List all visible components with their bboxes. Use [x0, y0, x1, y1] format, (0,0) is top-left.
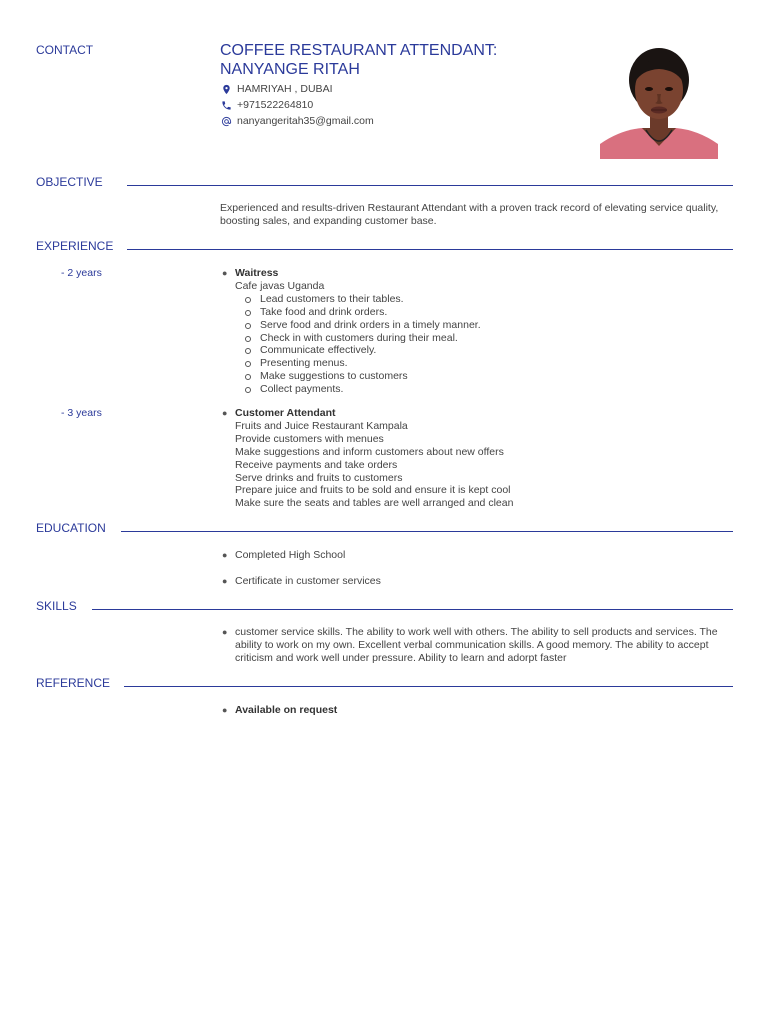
at-sign-icon: [220, 115, 232, 127]
job-role: Customer Attendant: [235, 407, 336, 419]
job-line: Receive payments and take orders: [235, 458, 398, 471]
job-role: Waitress: [235, 267, 279, 279]
section-education: [36, 521, 733, 535]
contact-address: [220, 81, 590, 97]
profile-photo: [600, 46, 718, 159]
education-item: [222, 575, 732, 588]
resume-title: [220, 41, 590, 79]
contact-phone: [220, 97, 590, 113]
education-text: Certificate in customer services: [235, 575, 381, 587]
bullet: ●: [222, 408, 228, 418]
duty-item: Lead customers to their tables.: [260, 293, 732, 306]
experience-entry: [222, 267, 732, 396]
contact-label: CONTACT: [36, 43, 94, 57]
job-employer: Cafe javas Uganda: [235, 279, 325, 292]
job-line: Make suggestions and inform customers about new offers: [235, 445, 504, 458]
contact-email: [220, 113, 590, 129]
duty-item: Check in with customers during their meal.: [260, 332, 732, 345]
skills-item: [222, 626, 722, 665]
experience-period: - 3 years: [61, 407, 102, 419]
section-reference: [36, 676, 733, 690]
experience-entry: [222, 407, 732, 510]
section-divider: [127, 249, 733, 250]
title-line-2: NANYANGE RITAH: [220, 61, 360, 78]
bullet: ●: [222, 268, 228, 278]
section-divider: [124, 686, 733, 687]
job-line: Make sure the seats and tables are well arranged and clean: [235, 497, 514, 510]
phone-icon: [220, 99, 232, 111]
section-divider: [127, 185, 733, 186]
job-duties: [222, 293, 732, 396]
address-text: HAMRIYAH , DUBAI: [237, 83, 333, 95]
skills-text: customer service skills. The ability to work well with others. The ability to sell products and services. The ability to work on my own. Excellent verbal communication skills. A good memory. The ability to accept criticism and work well under pressure. Ability to learn and adorpt faster: [235, 626, 718, 664]
job-line: Serve drinks and fruits to customers: [235, 471, 403, 484]
duty-item: Take food and drink orders.: [260, 306, 732, 319]
section-divider: [92, 609, 733, 610]
duty-item: Communicate effectively.: [260, 344, 732, 357]
section-objective-label: OBJECTIVE: [36, 175, 103, 189]
duty-item: Serve food and drink orders in a timely manner.: [260, 319, 732, 332]
education-text: Completed High School: [235, 549, 346, 561]
section-experience-label: EXPERIENCE: [36, 239, 114, 253]
reference-item: [222, 704, 732, 717]
title-line-1: COFFEE RESTAURANT ATTENDANT:: [220, 42, 498, 59]
bullet: ●: [222, 576, 228, 586]
duty-item: Collect payments.: [260, 383, 732, 396]
reference-text: Available on request: [235, 704, 338, 716]
section-skills: [36, 599, 733, 613]
section-education-label: EDUCATION: [36, 521, 106, 535]
map-pin-icon: [220, 83, 232, 95]
job-line: Prepare juice and fruits to be sold and ensure it is kept cool: [235, 484, 511, 497]
education-item: [222, 549, 732, 562]
section-divider: [121, 531, 733, 532]
bullet: ●: [222, 705, 228, 715]
duty-item: Make suggestions to customers: [260, 370, 732, 383]
resume-header: [220, 41, 590, 129]
section-skills-label: SKILLS: [36, 599, 77, 613]
bullet: ●: [222, 627, 228, 637]
section-reference-label: REFERENCE: [36, 676, 111, 690]
section-experience: [36, 239, 733, 253]
job-employer: Fruits and Juice Restaurant Kampala: [235, 419, 408, 432]
experience-period: - 2 years: [61, 267, 102, 279]
bullet: ●: [222, 550, 228, 560]
email-text: nanyangeritah35@gmail.com: [237, 115, 374, 127]
objective-text: Experienced and results-driven Restaurant Attendant with a proven track record of elevating service quality, boosting sales, and expanding customer base.: [220, 202, 719, 227]
section-objective: [36, 175, 733, 189]
contact-list: [220, 81, 590, 129]
job-line: Provide customers with menues: [235, 432, 384, 445]
duty-item: Presenting menus.: [260, 357, 732, 370]
phone-text: +971522264810: [237, 99, 314, 111]
